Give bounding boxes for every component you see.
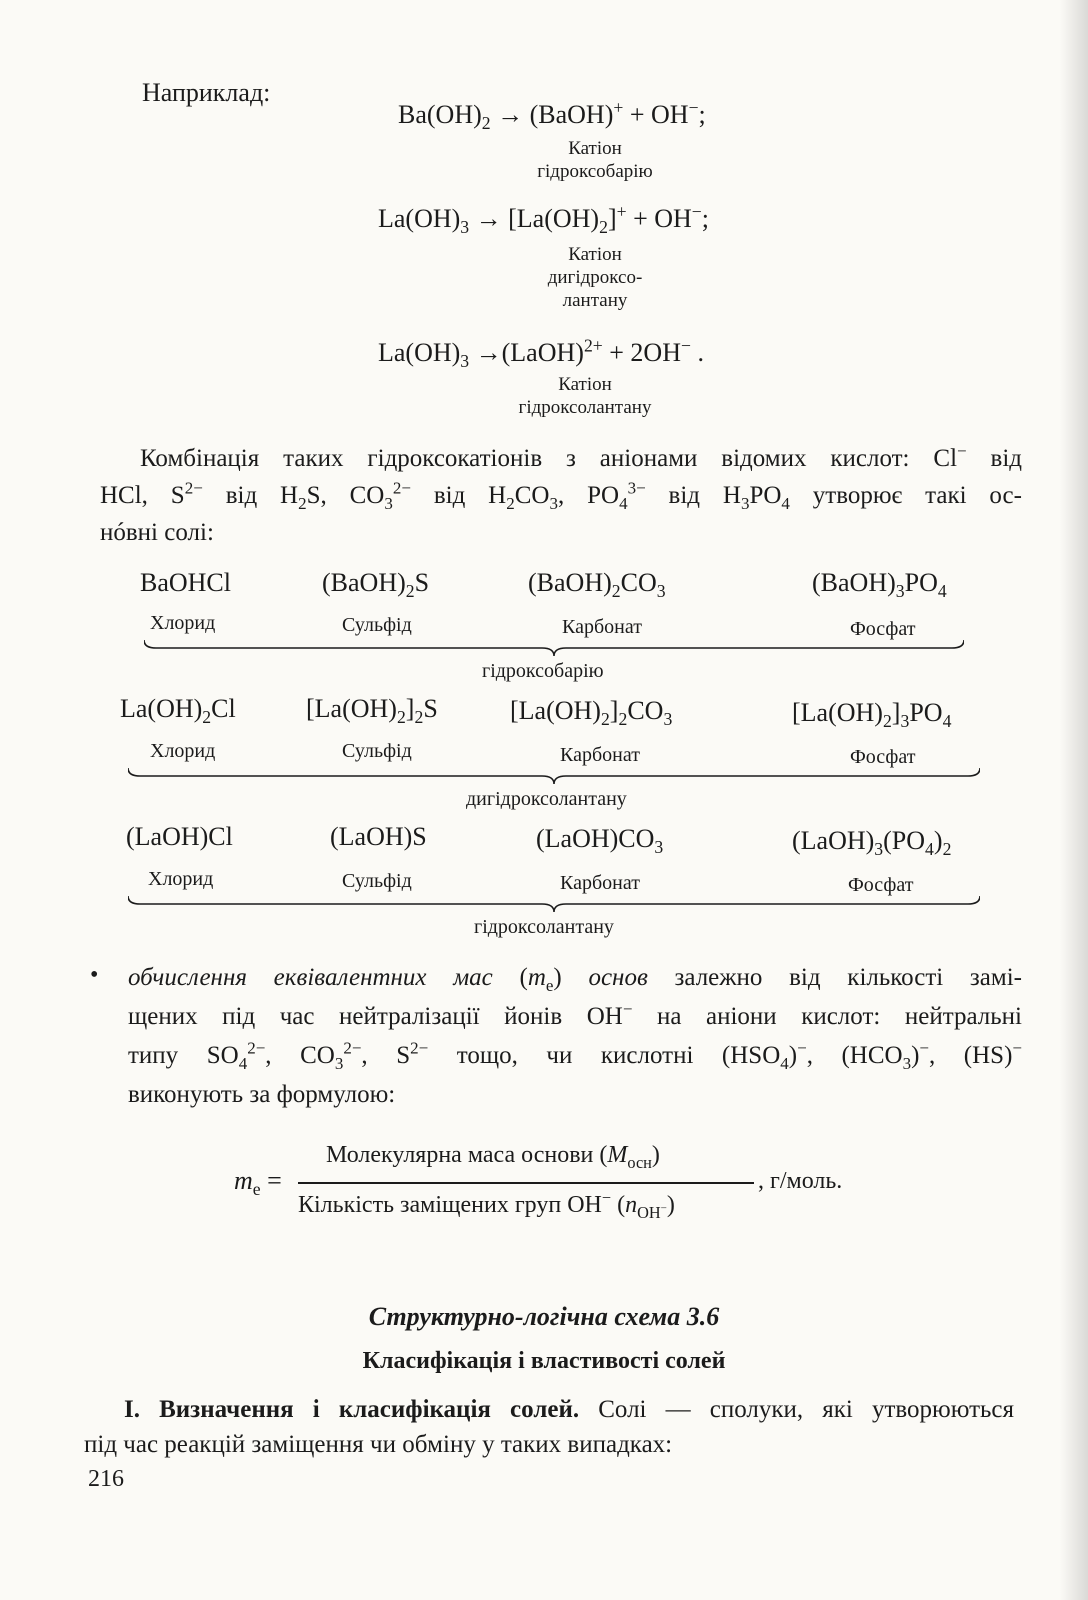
caption-line: лантану: [562, 290, 628, 311]
salt-formula: (LaOH)S: [330, 822, 427, 851]
salt-formula: $(BaOH)_3PO_4$: [812, 568, 947, 602]
salt-formula: BaOHCl: [140, 568, 231, 597]
caption-line: гідроксобарію: [537, 161, 653, 182]
caption-line: гідроксолантану: [518, 397, 652, 418]
paragraph-line: під час реакцій заміщення чи обміну у таких випадках:: [84, 1431, 673, 1458]
paragraph-line: І. Визначення і класифікація солей. Солі — сполуки, які утворюються: [124, 1396, 1014, 1423]
underbrace: [128, 896, 980, 912]
salt-name: Фосфат: [850, 618, 916, 640]
caption-line: Катіон: [568, 244, 622, 265]
salt-name: Фосфат: [848, 874, 914, 896]
equation-1-caption: [500, 137, 690, 183]
caption-line: Катіон: [558, 374, 612, 395]
equation-3: $La(OH)_3$ →(LaOH)$^{2+}$ + 2OH− .: [378, 335, 704, 372]
salt-formula: $La(OH)_2Cl$: [120, 694, 236, 728]
salt-formula: (LaOH)Cl: [126, 822, 233, 851]
scheme-title: Структурно-логічна схема 3.6: [368, 1302, 720, 1331]
equation-2-caption: [500, 243, 690, 312]
salt-formula: $(BaOH)_2S$: [322, 568, 430, 602]
paragraph-line: Комбінація таких гідроксокатіонів з аніонами відомих кислот: Cl− від: [140, 441, 1022, 472]
salt-formula: $[La(OH)_2]_2CO_3$: [510, 696, 673, 730]
salt-name: Хлорид: [150, 740, 216, 762]
paragraph-hydroxocations: [100, 440, 1022, 551]
salt-name: Карбонат: [562, 616, 642, 638]
equation-3-caption: [470, 373, 700, 419]
salt-name: Карбонат: [560, 744, 640, 766]
bullet-marker: •: [90, 962, 99, 988]
underbrace: [128, 768, 980, 784]
caption-line: дигідроксо-: [547, 267, 643, 288]
formula-numerator: Молекулярна маса основи $(M_{осн})$: [326, 1142, 660, 1172]
salt-group-suffix: гідроксолантану: [474, 916, 614, 938]
equation-1: $Ba(OH)_2$ → (BaOH)+ + OH−;: [398, 97, 706, 134]
bullet-paragraph: [128, 958, 1022, 1114]
salt-formula: $(LaOH)CO_3$: [536, 824, 664, 858]
salt-name: Хлорид: [150, 612, 216, 634]
equation-2: $La(OH)_3 \to [La(OH)_2]^+ + OH^-$;: [378, 201, 709, 238]
paragraph-line: щених під час нейтралізації йонів OH− на аніони кислот: нейтральні: [128, 999, 1022, 1030]
intro-label: Наприклад:: [142, 78, 271, 107]
salt-group-suffix: гідроксобарію: [482, 660, 604, 682]
salt-name: Хлорид: [148, 868, 214, 890]
fraction-bar: [298, 1182, 754, 1184]
formula-lhs: $m_e$ =: [234, 1166, 282, 1200]
salt-name: Сульфід: [342, 870, 412, 892]
salt-name: Сульфід: [342, 740, 412, 762]
paragraph-line: виконують за формулою:: [128, 1081, 396, 1108]
salt-group-suffix: дигідроксолантану: [466, 788, 627, 810]
underbrace: [144, 640, 964, 656]
paragraph-line: обчислення еквівалентних мас $(m_e)$ основ залежно від кількості замі-: [128, 964, 1022, 995]
paragraph-line: типу $SO_4^{2-}$, $CO_3^{2-}$, $S^{2-}$ тощо, чи кислотні $(HSO_4)^-$, $(HCO_3)^-$, (HS)−: [128, 1038, 1023, 1073]
caption-line: Катіон: [568, 138, 622, 159]
paragraph-line: HCl, $S^{2-}$ від $H_2S$, $CO_3^{2-}$ від $H_2CO_3$, $PO_4^{3-}$ від $H_3PO_4$ утворює такі ос-: [100, 478, 1022, 513]
page-edge-shadow: [1060, 0, 1088, 1600]
salt-formula: $[La(OH)_2]_3PO_4$: [792, 698, 952, 732]
paragraph-line: нóвні солі:: [100, 519, 214, 546]
formula-denominator: Кількість заміщених груп OH− $(n_{OH^-})$: [298, 1188, 675, 1222]
salt-formula: $(BaOH)_2CO_3$: [528, 568, 666, 602]
formula-unit: , г/моль.: [758, 1168, 843, 1194]
salt-formula: $(LaOH)_3(PO_4)_2$: [792, 826, 952, 860]
page-number: 216: [88, 1466, 124, 1492]
salt-name: Сульфід: [342, 614, 412, 636]
paragraph-salts-definition: [84, 1392, 1014, 1462]
salt-formula: $[La(OH)_2]_2S$: [306, 694, 438, 728]
salt-name: Фосфат: [850, 746, 916, 768]
salt-name: Карбонат: [560, 872, 640, 894]
section-title: Класифікація і властивості солей: [362, 1348, 726, 1374]
